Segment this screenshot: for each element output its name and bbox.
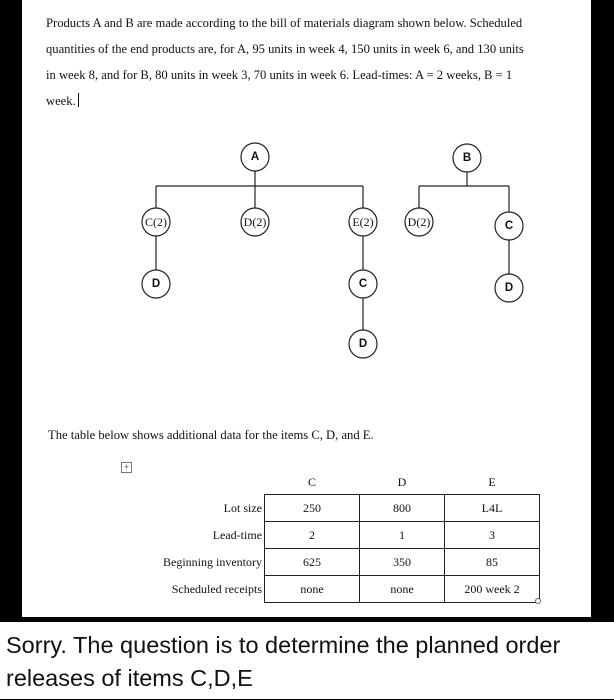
table-intro: The table below shows additional data for the items C, D, and E. (48, 428, 374, 442)
problem-line-text: week. (46, 94, 76, 108)
node-label: D(2) (407, 215, 431, 229)
table-cell: 2 (265, 522, 360, 549)
bill-of-materials-diagram (22, 0, 591, 420)
bom-node-d-under-cb (495, 274, 523, 302)
bom-node-b (453, 144, 481, 172)
node-label: D(2) (243, 215, 267, 229)
table-cell: 350 (360, 549, 445, 576)
bom-node-a (241, 143, 269, 171)
table-header-row (132, 470, 540, 495)
node-label: D (151, 278, 161, 290)
bom-node-d-under-c (349, 330, 377, 358)
table-row (132, 576, 540, 603)
table-cell: L4L (445, 495, 540, 522)
table-cell: 625 (265, 549, 360, 576)
row-label: Lead-time (212, 527, 262, 542)
node-label: A (250, 151, 260, 163)
bom-node-d-under-c2 (142, 270, 170, 298)
bom-node-d2-right (405, 208, 433, 236)
row-label: Beginning inventory (163, 554, 262, 569)
column-header-d: D (397, 474, 407, 489)
problem-line: Products A and B are made according to the bill of materials diagram shown below. Scheduled (46, 16, 523, 30)
table-expand-icon[interactable]: + (121, 462, 132, 473)
table-cell: 250 (265, 495, 360, 522)
bom-node-c-under-e2 (349, 270, 377, 298)
node-label: B (462, 152, 472, 164)
bom-node-d2-left (241, 208, 269, 236)
problem-line: in week 8, and for B, 80 units in week 3, 70 units in week 6. Lead-times: A = 2 weeks, B = 1 (46, 68, 513, 82)
table-row (132, 522, 540, 549)
table-row (132, 549, 540, 576)
table-cell: none (360, 576, 445, 603)
bom-node-e2 (349, 208, 377, 236)
items-data-table (132, 470, 540, 603)
table-cell: 200 week 2 (445, 576, 540, 603)
table-cell: 85 (445, 549, 540, 576)
bom-node-c-b (495, 212, 523, 240)
table-resize-handle[interactable] (535, 598, 541, 604)
bom-node-c2 (142, 208, 170, 236)
table-cell: 3 (445, 522, 540, 549)
row-label: Lot size (223, 500, 262, 515)
row-label: Scheduled receipts (171, 581, 262, 596)
document-page (22, 0, 591, 617)
node-label: E(2) (352, 215, 374, 229)
clarification-note: Sorry. The question is to determine the planned order releases of items C,D,E (0, 622, 614, 699)
table-cell: 1 (360, 522, 445, 549)
node-label: C(2) (145, 215, 167, 229)
problem-line: quantities of the end products are, for A, 95 units in week 4, 150 units in week 6, and 130 units (46, 42, 524, 56)
column-header-e: E (488, 474, 496, 489)
node-label: D (358, 338, 368, 350)
table-cell: none (265, 576, 360, 603)
table-corner (132, 470, 265, 495)
column-header-c: C (307, 474, 316, 489)
table-cell: 800 (360, 495, 445, 522)
node-label: C (504, 220, 514, 232)
node-label: D (504, 282, 514, 294)
table-row (132, 495, 540, 522)
node-label: C (358, 278, 368, 290)
